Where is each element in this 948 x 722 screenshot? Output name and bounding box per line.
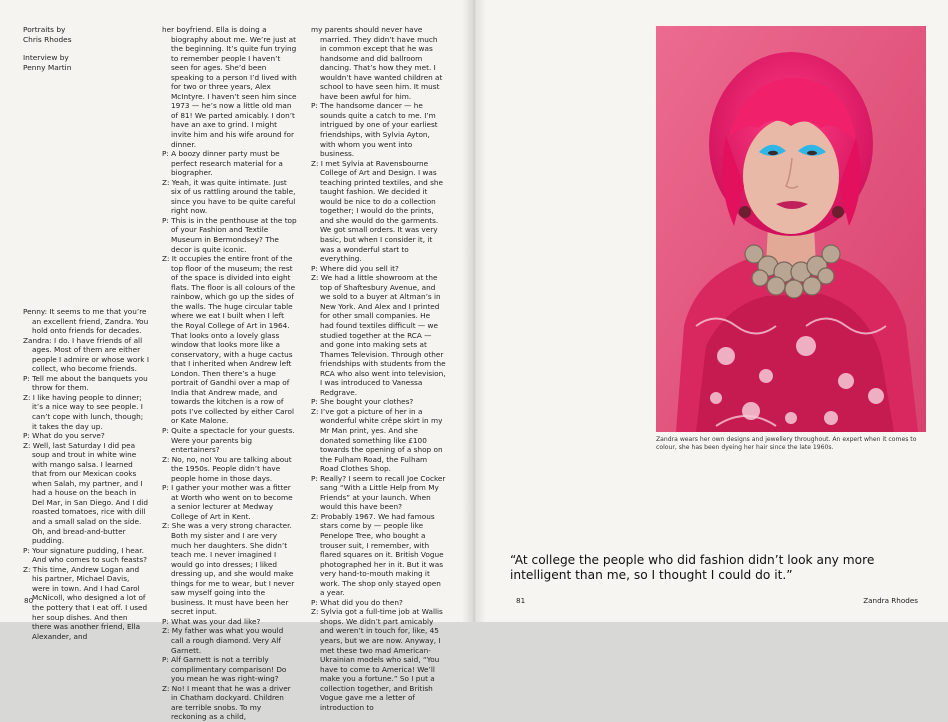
page-number-left: 80 (24, 596, 34, 605)
photographer-name: Chris Rhodes (23, 34, 72, 44)
paragraph: Z: My father was what you would call a rough diamond. Very Alf Garnett. (162, 626, 284, 655)
paragraph: Z: Sylvia got a full-time job at Wallis shops. We didn’t part amicably and weren’t in touch for, like, 45 years, but we are now. Anyway, I met these two mad American-Ukrainian models who said, “You have to come to America! We’ll make you a fortune.” So I put a collection together, and British Vogue gave me a letter of introduction to (311, 607, 443, 712)
paragraph: P: Really? I seem to recall Joe Cocker sang “With a Little Help from My Friends” at your launch. When would this have been? (311, 473, 446, 512)
running-footer-name: Zandra Rhodes (863, 596, 918, 605)
paragraph: Z: No, no, no! You are talking about the 1950s. People didn’t have people home in those days. (162, 454, 292, 483)
paragraph: Z: Yeah, it was quite intimate. Just six of us rattling around the table, since you have to be quite careful right now. (162, 177, 296, 216)
paragraph: P: Alf Garnett is not a terribly complimentary comparison! Do you mean he was right-wing? (162, 655, 287, 684)
paragraph: Z: This time, Andrew Logan and his partner, Michael Davis, were in town. And I had Carol McNicoll, who designed a lot of the pottery that I eat off. I used her soup dishes. And then there was another friend, Ella Alexander, and (23, 564, 148, 641)
photo-caption: Zandra wears her own designs and jewellery throughout. An expert when it comes to colour, she has been dyeing her hair since the late 1960s. (656, 436, 917, 451)
credits (23, 25, 72, 81)
text-column-1 (23, 307, 149, 641)
portrait-illustration (656, 26, 926, 432)
paragraph: P: This is in the penthouse at the top of your Fashion and Textile Museum in Bermondsey? The decor is quite iconic. (162, 215, 297, 254)
paragraph: P: Quite a spectacle for your guests. Were your parents big entertainers? (162, 425, 295, 455)
text-column-2 (162, 25, 297, 722)
paragraph: Z: No! I meant that he was a driver in Chatham dockyard. Children are terrible snobs. To my reckoning as a child, (162, 683, 291, 722)
right-page (476, 0, 948, 622)
paragraph: my parents should never have married. They didn’t have much in common except that he was handsome and did ballroom dancing. That’s how they met. I wouldn’t have wanted children at school to have seen him. It must have been awful for him. (311, 25, 443, 101)
paragraph: her boyfriend. Ella is doing a biography about me. We’re just at the beginning. It’s quite fun trying to remember people I haven’t seen for ages. She’d been speaking to a person I’d lived with for two or three years, Alex McIntyre. I haven’t seen him since 1973 — he’s now a little old man of 81! We parted amicably. I don’t have an axe to grind. I might invite him and his wife around for dinner. (162, 25, 297, 149)
paragraph: Z: I met Sylvia at Ravensbourne College of Art and Design. I was teaching printed textiles, and she taught fashion. We decided it would be nice to do a collection together; I would do the prints, and she would do the garments. We got small orders. It was very basic, but when I consider it, it was a wonderful start to everything. (311, 158, 443, 264)
paragraph: Z: She was a very strong character. Both my sister and I are very much her daughters. She didn’t teach me. I never imagined I would go into dresses; I liked dressing up, and she would make things for me to wear, but I never saw myself going into the business. It must have been her secret input. (162, 521, 295, 617)
paragraph: P: What did you do then? (311, 597, 403, 607)
paragraph: P: The handsome dancer — he sounds quite a catch to me. I’m intrigued by one of your earliest friendships, with Sylvia Ayton, with whom you went into business. (311, 101, 438, 159)
paragraph: Penny: It seems to me that you’re an excellent friend, Zandra. You hold onto friends for decades. (23, 307, 149, 336)
interview-credit (23, 53, 72, 72)
pull-quote: “At college the people who did fashion didn’t look any more intelligent than me, so I thought I could do it.” (510, 553, 875, 582)
paragraph: P: What was your dad like? (162, 616, 261, 626)
paragraph: Z: We had a little showroom at the top of Shaftesbury Avenue, and we sold to a buyer at Altman’s in New York. And Alex and I printed for other small companies. He had found textiles difficult — we studied together at the RCA — and gone into making sets at Thames Television. Through other friendships with students from the RCA who also went into television, I was introduced to Vanessa Redgrave. (311, 273, 446, 397)
paragraph: P: Your signature pudding, I hear. And who comes to such feasts? (23, 545, 148, 565)
paragraph: P: Where did you sell it? (311, 263, 399, 273)
page-number-right: 81 (516, 596, 526, 605)
paragraph: P: What do you serve? (23, 431, 105, 441)
portraits-label: Portraits by (23, 25, 66, 34)
paragraph: Z: Well, last Saturday I did pea soup and trout in white wine with mango salsa. I learned that from our Mexican cooks when Salah, my partner, and I had a house on the beach in Del Mar, in San Diego. And I did roasted tomatoes, rice with dill and a small salad on the side. Oh, and bread-and-butter pudding. (23, 440, 148, 546)
paragraph: P: She bought your clothes? (311, 397, 414, 407)
interview-label: Interview by (23, 53, 69, 63)
paragraph: Z: Probably 1967. We had famous stars come by — people like Penelope Tree, who bought a trouser suit, I remember, with flared squares on it. British Vogue photographed her in it. But it was very hand-to-mouth making it work. The shop only stayed open a year. (311, 511, 444, 598)
text-column-3 (311, 25, 446, 712)
portrait-photo (656, 26, 926, 432)
paragraph: P: Tell me about the banquets you throw for them. (23, 373, 148, 393)
interviewer-name: Penny Martin (23, 62, 72, 72)
paragraph: P: I gather your mother was a fitter at Worth who went on to become a senior lecturer at Medway College of Art in Kent. (162, 483, 293, 521)
paragraph: Z: I like having people to dinner; it’s a nice way to see people. I can’t cope with lunch, though; it takes the day up. (23, 392, 144, 431)
paragraph: Z: I’ve got a picture of her in a wonderful white crêpe skirt in my Mr Man print, yes. And she donated something like £100 towards the opening of a shop on the Fulham Road, the Fulham Road Clothes Shop. (311, 406, 443, 474)
paragraph: Zandra: I do. I have friends of all ages. Most of them are either people I admire or whose work I collect, who become friends. (23, 335, 149, 374)
paragraph: P: A boozy dinner party must be perfect research material for a biographer. (162, 149, 283, 178)
page-gutter (462, 0, 486, 622)
left-page (0, 0, 472, 722)
photo-credit (23, 25, 72, 44)
paragraph: Z: It occupies the entire front of the top floor of the museum; the rest of the space is divided into eight flats. The floor is all colours of the rainbow, which go up the sides of the walls. The huge circular table where we eat I built when I left the Royal College of Art in 1964. That looks onto a lovely glass window that looks more like a conservatory, with a huge cactus that I inherited when Andrew left London. Then there’s a huge portrait of Gandhi over a map of India that Andrew made, and towards the kitchen is a row of pots I’ve collected by either Carol or Kate Malone. (162, 254, 296, 426)
